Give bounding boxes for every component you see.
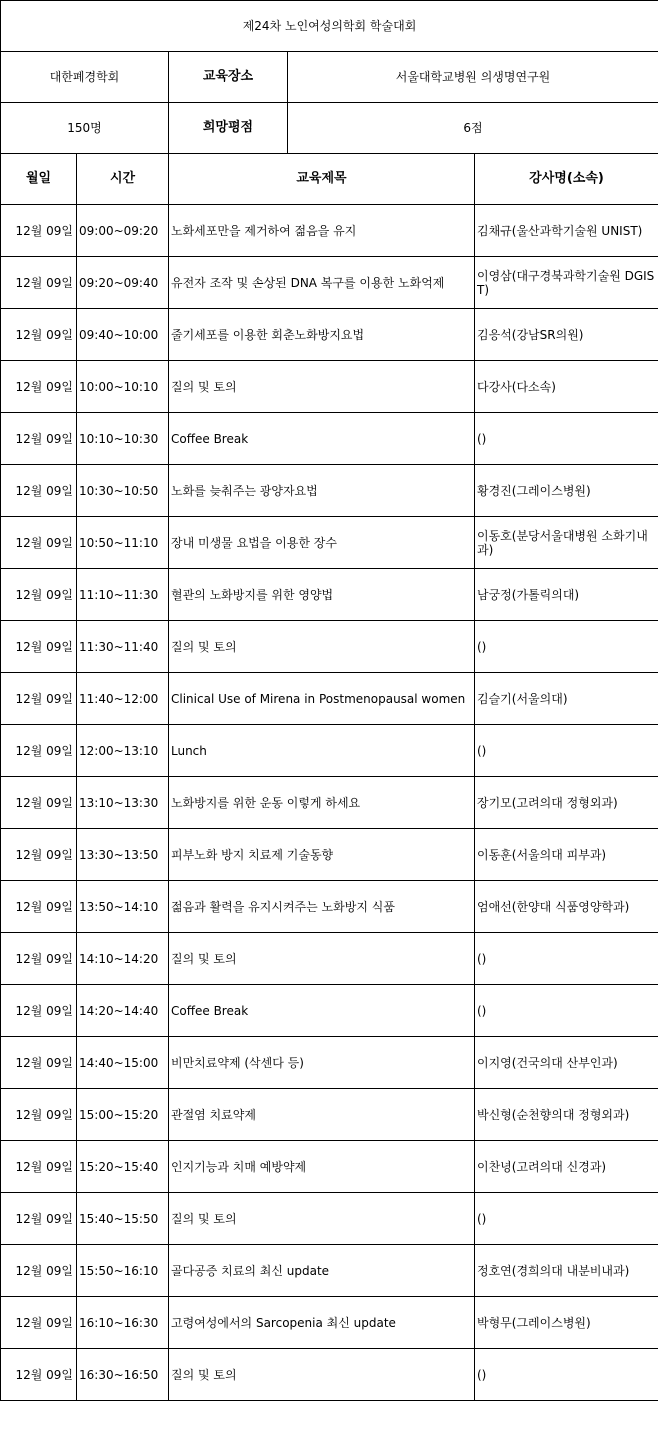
table-row	[1, 1037, 658, 1089]
row-date: 12월 09일	[1, 309, 77, 361]
row-subject: 골다공증 치료의 최신 update	[169, 1245, 475, 1297]
row-time: 10:10~10:30	[77, 413, 169, 465]
row-time: 10:30~10:50	[77, 465, 169, 517]
row-time: 15:00~15:20	[77, 1089, 169, 1141]
row-subject: 피부노화 방지 치료제 기술동향	[169, 829, 475, 881]
table-row	[1, 569, 658, 621]
header-date: 월일	[1, 154, 77, 205]
row-date: 12월 09일	[1, 933, 77, 985]
row-time: 11:30~11:40	[77, 621, 169, 673]
row-lecturer: 엄애선(한양대 식품영양학과)	[475, 881, 658, 933]
row-subject: 노화를 늦춰주는 광양자요법	[169, 465, 475, 517]
row-date: 12월 09일	[1, 1245, 77, 1297]
row-time: 09:40~10:00	[77, 309, 169, 361]
table-row	[1, 517, 658, 569]
table-row	[1, 465, 658, 517]
capacity: 150명	[1, 103, 169, 154]
row-date: 12월 09일	[1, 205, 77, 257]
score-label: 희망평점	[169, 103, 288, 154]
row-time: 10:50~11:10	[77, 517, 169, 569]
event-title: 제24차 노인여성의학회 학술대회	[1, 1, 658, 52]
row-time: 14:20~14:40	[77, 985, 169, 1037]
table-row	[1, 1193, 658, 1245]
row-date: 12월 09일	[1, 985, 77, 1037]
row-date: 12월 09일	[1, 1297, 77, 1349]
row-date: 12월 09일	[1, 777, 77, 829]
row-date: 12월 09일	[1, 1193, 77, 1245]
table-row	[1, 777, 658, 829]
row-date: 12월 09일	[1, 1037, 77, 1089]
row-time: 13:50~14:10	[77, 881, 169, 933]
row-time: 09:20~09:40	[77, 257, 169, 309]
row-lecturer: 김슬기(서울의대)	[475, 673, 658, 725]
row-time: 16:30~16:50	[77, 1349, 169, 1401]
row-time: 10:00~10:10	[77, 361, 169, 413]
table-row	[1, 1297, 658, 1349]
row-lecturer: 이동훈(서울의대 피부과)	[475, 829, 658, 881]
row-date: 12월 09일	[1, 621, 77, 673]
header-time: 시간	[77, 154, 169, 205]
table-row	[1, 257, 658, 309]
row-lecturer: 이지영(건국의대 산부인과)	[475, 1037, 658, 1089]
row-lecturer: 남궁정(가톨릭의대)	[475, 569, 658, 621]
row-date: 12월 09일	[1, 1349, 77, 1401]
organizer: 대한폐경학회	[1, 52, 169, 103]
row-time: 15:20~15:40	[77, 1141, 169, 1193]
row-subject: 노화세포만을 제거하여 젊음을 유지	[169, 205, 475, 257]
row-date: 12월 09일	[1, 673, 77, 725]
score: 6점	[288, 103, 658, 154]
row-subject: 관절염 치료약제	[169, 1089, 475, 1141]
row-time: 14:10~14:20	[77, 933, 169, 985]
row-time: 09:00~09:20	[77, 205, 169, 257]
table-row	[1, 205, 658, 257]
row-subject: 질의 및 토의	[169, 1349, 475, 1401]
row-lecturer: 김응석(강남SR의원)	[475, 309, 658, 361]
row-time: 13:10~13:30	[77, 777, 169, 829]
row-time: 14:40~15:00	[77, 1037, 169, 1089]
table-row	[1, 1245, 658, 1297]
header-row	[1, 154, 658, 205]
row-lecturer: 다강사(다소속)	[475, 361, 658, 413]
row-lecturer: ()	[475, 621, 658, 673]
row-date: 12월 09일	[1, 1089, 77, 1141]
header-subject: 교육제목	[169, 154, 475, 205]
table-row	[1, 361, 658, 413]
row-subject: Clinical Use of Mirena in Postmenopausal women	[169, 673, 475, 725]
row-subject: 질의 및 토의	[169, 361, 475, 413]
row-date: 12월 09일	[1, 465, 77, 517]
row-lecturer: 장기모(고려의대 정형외과)	[475, 777, 658, 829]
table-row	[1, 413, 658, 465]
row-lecturer: ()	[475, 1349, 658, 1401]
row-date: 12월 09일	[1, 881, 77, 933]
row-subject: 질의 및 토의	[169, 933, 475, 985]
row-lecturer: ()	[475, 933, 658, 985]
row-lecturer: 이동호(분당서울대병원 소화기내과)	[475, 517, 658, 569]
table-row	[1, 309, 658, 361]
row-subject: 노화방지를 위한 운동 이렇게 하세요	[169, 777, 475, 829]
row-date: 12월 09일	[1, 517, 77, 569]
row-subject: 비만치료약제 (삭센다 등)	[169, 1037, 475, 1089]
info-row-capacity	[1, 103, 658, 154]
row-lecturer: 김채규(울산과학기술원 UNIST)	[475, 205, 658, 257]
row-subject: 질의 및 토의	[169, 621, 475, 673]
row-time: 12:00~13:10	[77, 725, 169, 777]
table-row	[1, 1141, 658, 1193]
table-row	[1, 985, 658, 1037]
row-time: 11:40~12:00	[77, 673, 169, 725]
row-time: 15:40~15:50	[77, 1193, 169, 1245]
venue: 서울대학교병원 의생명연구원	[288, 52, 658, 103]
row-lecturer: 박신형(순천향의대 정형외과)	[475, 1089, 658, 1141]
row-date: 12월 09일	[1, 361, 77, 413]
row-lecturer: ()	[475, 1193, 658, 1245]
row-subject: Coffee Break	[169, 985, 475, 1037]
title-row	[1, 1, 658, 52]
row-date: 12월 09일	[1, 413, 77, 465]
table-row	[1, 1089, 658, 1141]
row-time: 13:30~13:50	[77, 829, 169, 881]
table-row	[1, 933, 658, 985]
row-lecturer: 정호연(경희의대 내분비내과)	[475, 1245, 658, 1297]
row-subject: 고령여성에서의 Sarcopenia 최신 update	[169, 1297, 475, 1349]
header-lecturer: 강사명(소속)	[475, 154, 658, 205]
row-lecturer: 이찬녕(고려의대 신경과)	[475, 1141, 658, 1193]
table-row	[1, 881, 658, 933]
row-date: 12월 09일	[1, 1141, 77, 1193]
row-subject: 장내 미생물 요법을 이용한 장수	[169, 517, 475, 569]
row-lecturer: 황경진(그레이스병원)	[475, 465, 658, 517]
table-row	[1, 673, 658, 725]
table-row	[1, 829, 658, 881]
row-lecturer: ()	[475, 985, 658, 1037]
row-subject: 젊음과 활력을 유지시켜주는 노화방지 식품	[169, 881, 475, 933]
row-date: 12월 09일	[1, 725, 77, 777]
row-lecturer: 박형무(그레이스병원)	[475, 1297, 658, 1349]
row-lecturer: 이영삼(대구경북과학기술원 DGIST)	[475, 257, 658, 309]
row-subject: Coffee Break	[169, 413, 475, 465]
row-time: 11:10~11:30	[77, 569, 169, 621]
venue-label: 교육장소	[169, 52, 288, 103]
info-row-venue	[1, 52, 658, 103]
row-date: 12월 09일	[1, 257, 77, 309]
row-subject: 질의 및 토의	[169, 1193, 475, 1245]
row-lecturer: ()	[475, 725, 658, 777]
table-row	[1, 1349, 658, 1401]
row-time: 16:10~16:30	[77, 1297, 169, 1349]
row-subject: 혈관의 노화방지를 위한 영양법	[169, 569, 475, 621]
row-date: 12월 09일	[1, 829, 77, 881]
row-time: 15:50~16:10	[77, 1245, 169, 1297]
table-row	[1, 725, 658, 777]
table-row	[1, 621, 658, 673]
row-date: 12월 09일	[1, 569, 77, 621]
row-lecturer: ()	[475, 413, 658, 465]
row-subject: 줄기세포를 이용한 회춘노화방지요법	[169, 309, 475, 361]
row-subject: 유전자 조작 및 손상된 DNA 복구를 이용한 노화억제	[169, 257, 475, 309]
row-subject: 인지기능과 치매 예방약제	[169, 1141, 475, 1193]
row-subject: Lunch	[169, 725, 475, 777]
